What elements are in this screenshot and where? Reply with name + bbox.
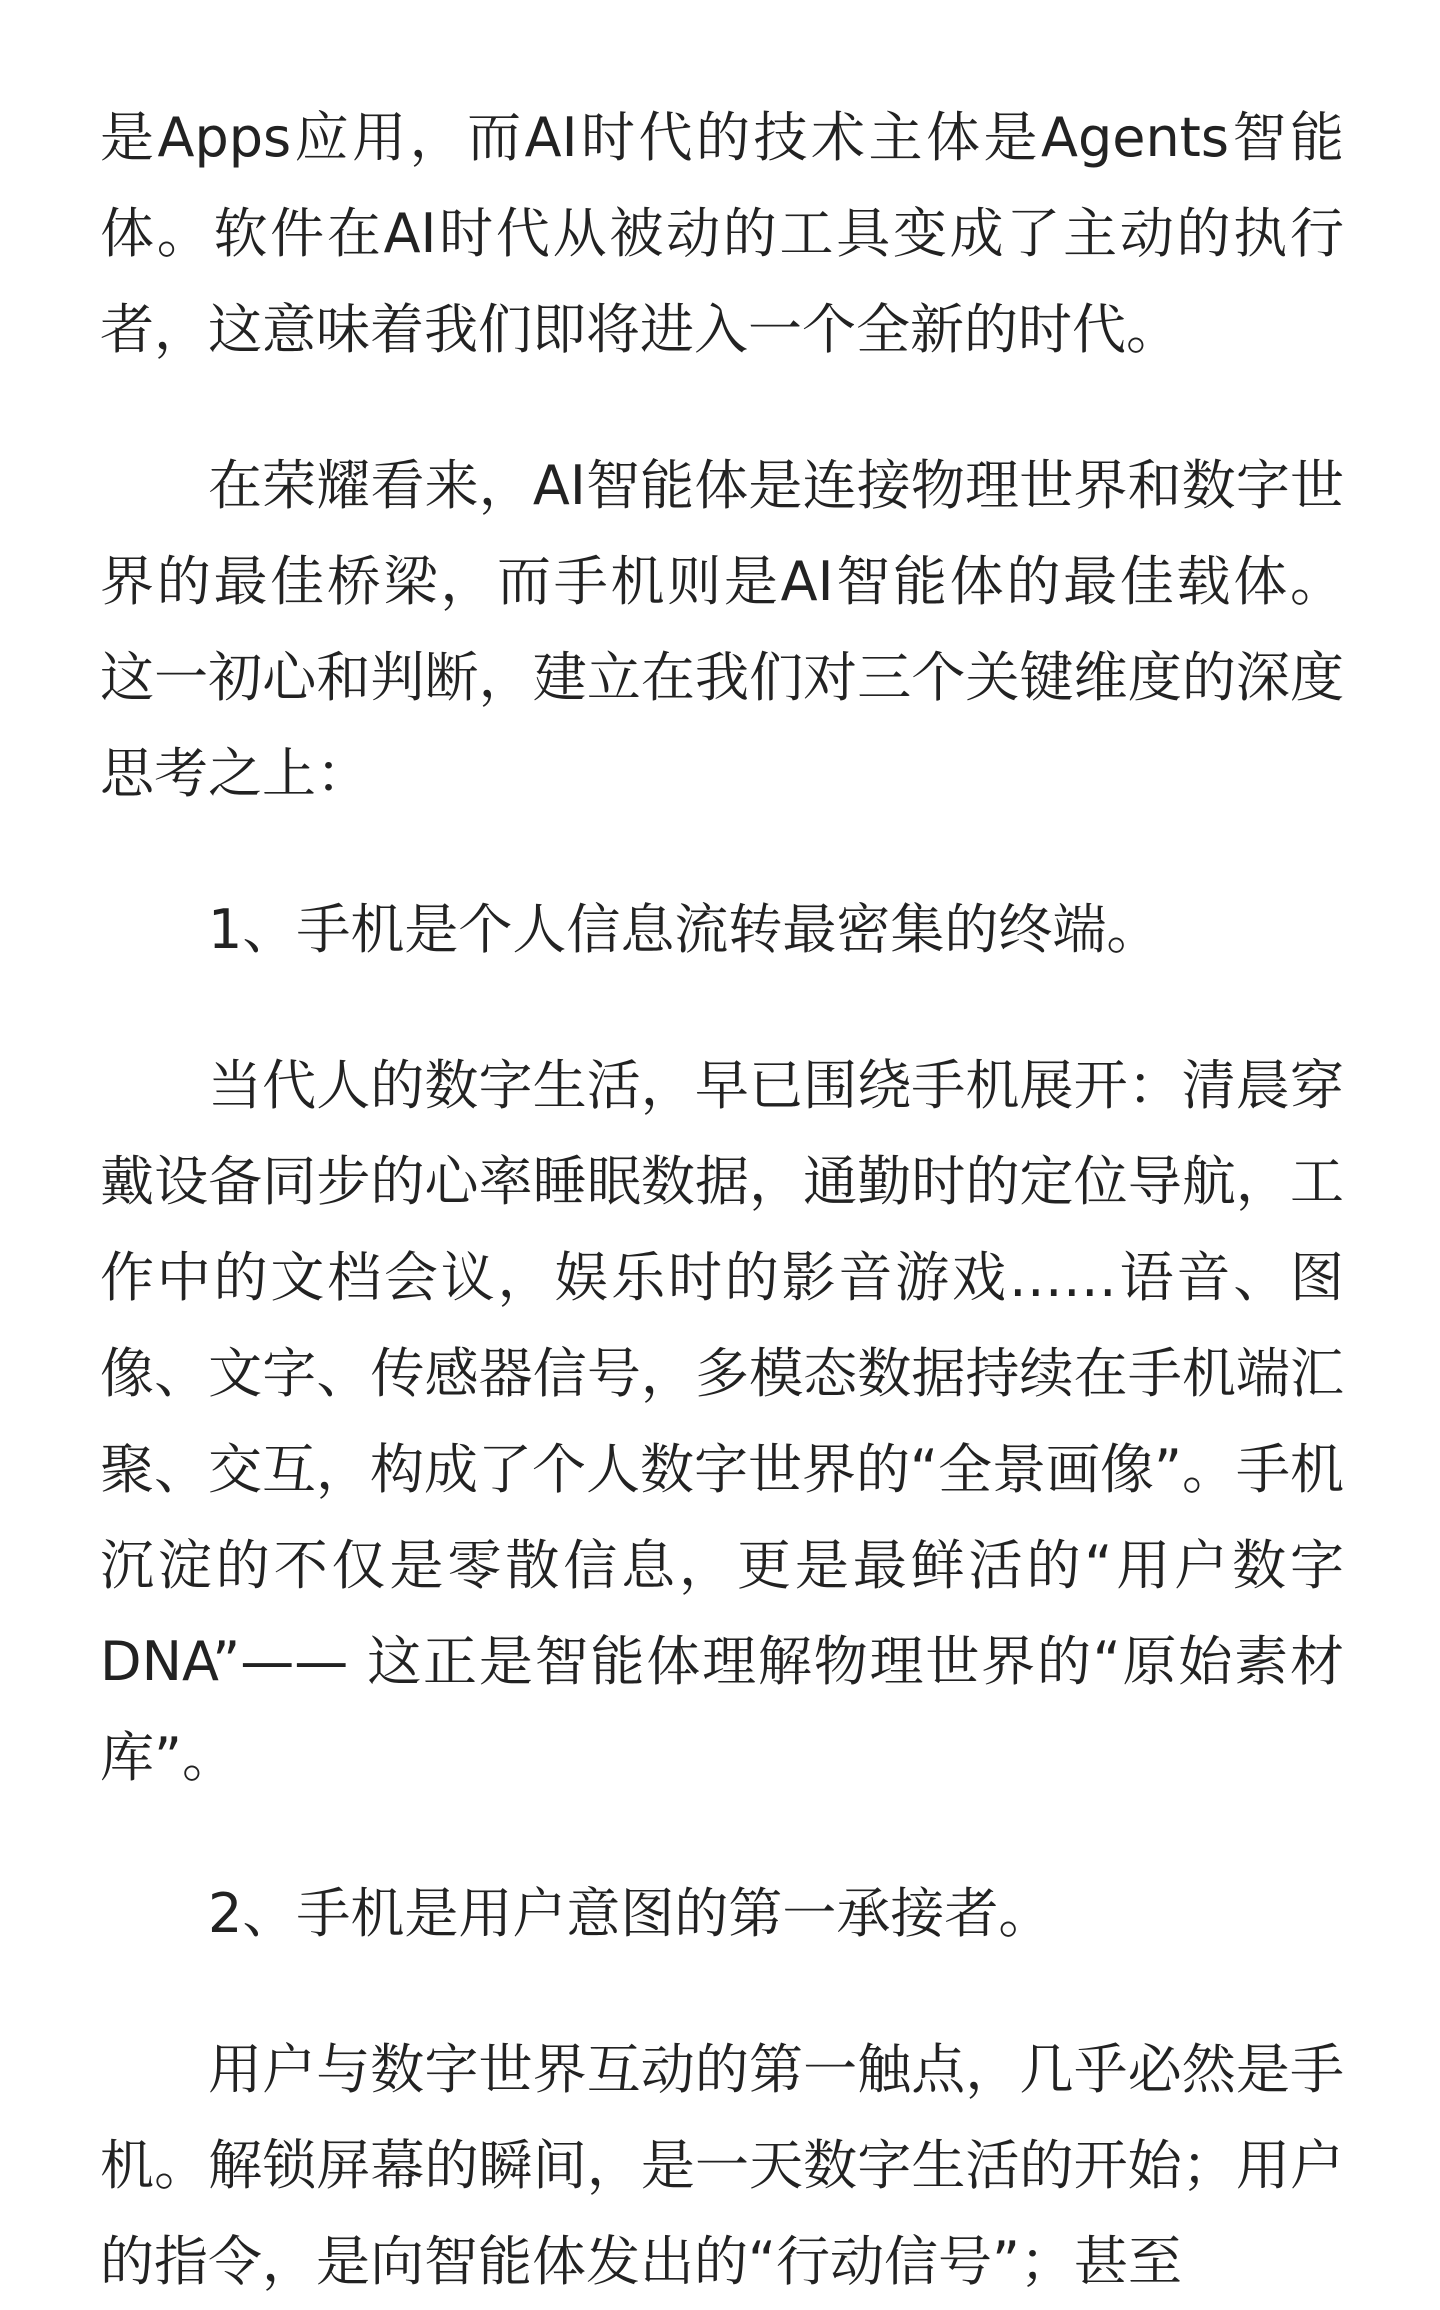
section-heading: 1、手机是个人信息流转最密集的终端。 (208, 898, 1161, 961)
article-paragraph: 用户与数字世界互动的第一触点，几乎必然是手机。解锁屏幕的瞬间，是一天数字生活的开始；用户的指令，是向智能体发出的“行动信号”；甚至 (100, 2038, 1344, 2293)
article-paragraph: 在荣耀看来，AI智能体是连接物理世界和数字世界的最佳桥梁，而手机则是AI智能体的最佳载体。 这一初心和判断，建立在我们对三个关键维度的深度思考之上： (100, 454, 1344, 805)
article-paragraph: 当代人的数字生活，早已围绕手机展开：清晨穿戴设备同步的心率睡眠数据，通勤时的定位导航，工作中的文档会议，娱乐时的影音游戏……语音、图像、文字、传感器信号，多模态数据持续在手机端汇聚、交互，构成了个人数字世界的“全景画像”。手机沉淀的不仅是零散信息，更是最鲜活的“用户数字 DNA”—— 这正是智能体理解物理世界的“原始素材库”。 (100, 1054, 1344, 1789)
article-body (100, 90, 1344, 2310)
article-paragraph: 是Apps应用，而AI时代的技术主体是Agents智能体。软件在AI时代从被动的工具变成了主动的执行者，这意味着我们即将进入一个全新的时代。 (100, 106, 1344, 361)
section-heading: 2、手机是用户意图的第一承接者。 (208, 1882, 1053, 1945)
